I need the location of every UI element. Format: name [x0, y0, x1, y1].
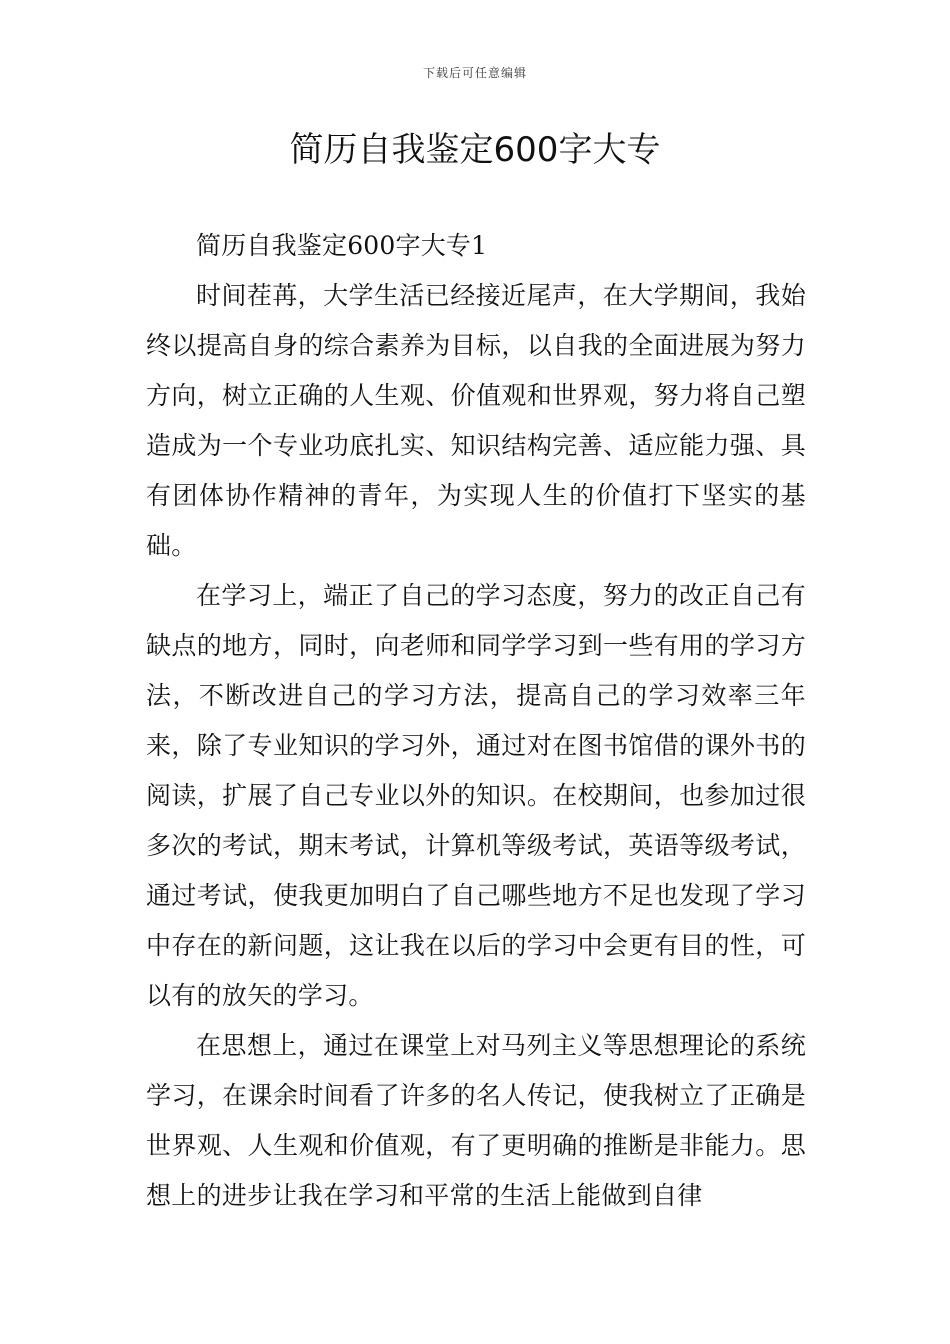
paragraph-2: 在学习上，端正了自己的学习态度，努力的改正自己有缺点的地方，同时，向老师和同学学习到一些有用的学习方法，不断改进自己的学习方法，提高自己的学习效率三年来，除了专业知识的学习外，通过对在图书馆借的课外书的阅读，扩展了自己专业以外的知识。在校期间，也参加过很多次的考试，期末考试，计算机等级考试，英语等级考试，通过考试，使我更加明白了自己哪些地方不足也发现了学习中存在的新问题，这让我在以后的学习中会更有目的性，可以有的放矢的学习。	[146, 581, 806, 1010]
paragraph-1: 时间茬苒，大学生活已经接近尾声，在大学期间，我始终以提高自身的综合素养为目标，以自我的全面进展为努力方向，树立正确的人生观、价值观和世界观，努力将自己塑造成为一个专业功底扎实、知识结构完善、适应能力强、具有团体协作精神的青年，为实现人生的价值打下坚实的基础。	[146, 281, 806, 560]
section-heading: 简历自我鉴定600字大专1	[196, 231, 488, 260]
paragraph-3: 在思想上，通过在课堂上对马列主义等思想理论的系统学习，在课余时间看了许多的名人传记，使我树立了正确是世界观、人生观和价值观，有了更明确的推断是非能力。思想上的进步让我在学习和平常的生活上能做到自律	[146, 1031, 806, 1210]
document-title: 简历自我鉴定600字大专	[289, 130, 661, 170]
header-note: 下载后可任意编辑	[422, 66, 527, 80]
document-body	[146, 221, 806, 1221]
